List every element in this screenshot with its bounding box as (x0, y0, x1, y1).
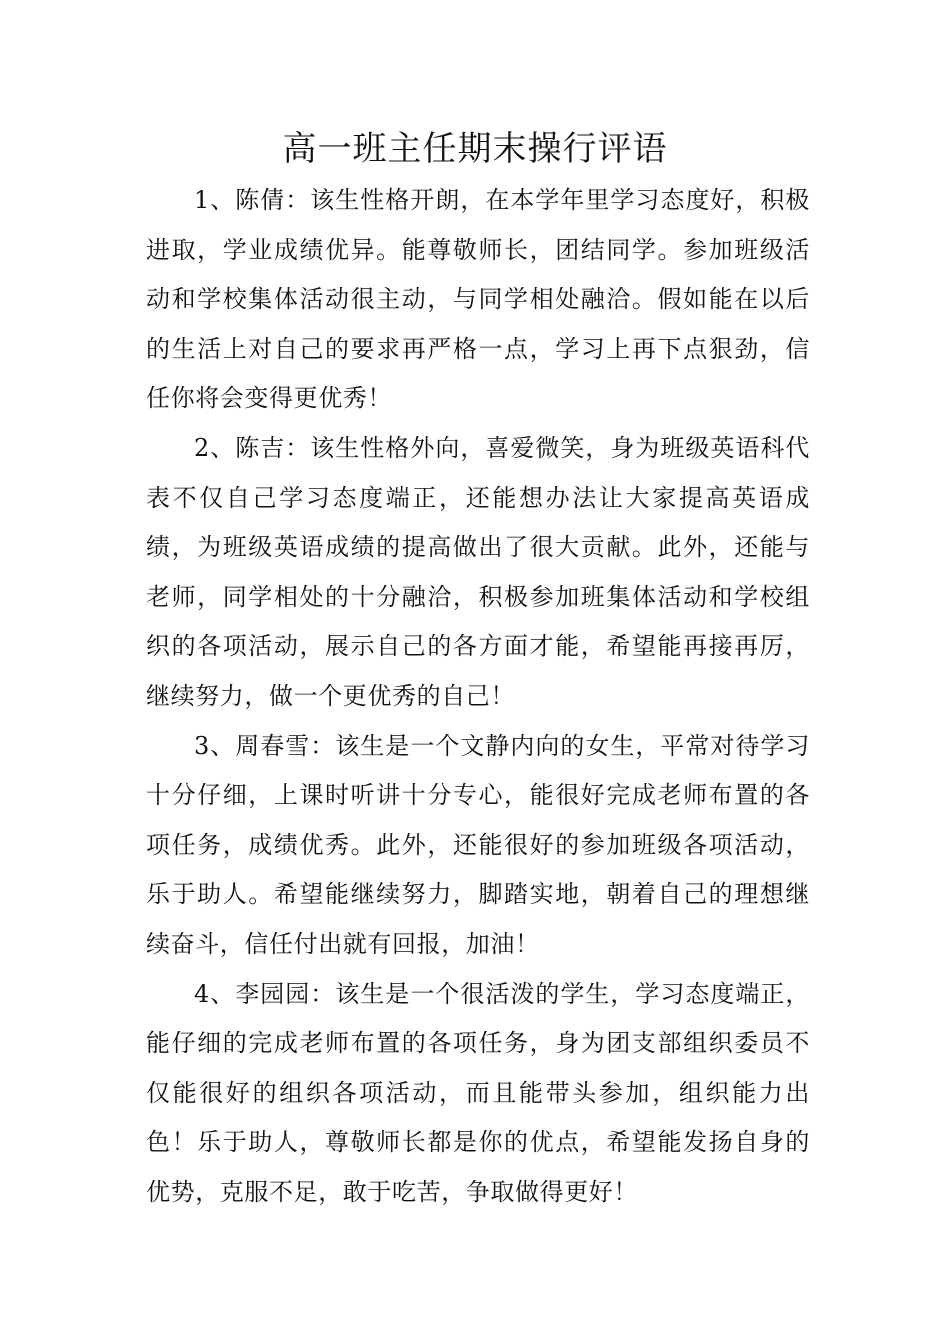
document-title: 高一班主任期末操行评语 (282, 129, 668, 169)
document-body (146, 176, 810, 1217)
comment-paragraph-3: 3、周春雪：该生是一个文静内向的女生，平常对待学习十分仔细，上课时听讲十分专心，能很好完成老师布置的各项任务，成绩优秀。此外，还能很好的参加班级各项活动，乐于助人。希望能继续努力，脚踏实地，朝着自己的理想继续奋斗，信任付出就有回报，加油！ (146, 731, 810, 958)
comment-paragraph-2: 2、陈吉：该生性格外向，喜爱微笑，身为班级英语科代表不仅自己学习态度端正，还能想办法让大家提高英语成绩，为班级英语成绩的提高做出了很大贡献。此外，还能与老师，同学相处的十分融洽，积极参加班集体活动和学校组织的各项活动，展示自己的各方面才能，希望能再接再厉，继续努力，做一个更优秀的自己！ (146, 433, 810, 710)
comment-paragraph-1: 1、陈倩：该生性格开朗，在本学年里学习态度好，积极进取，学业成绩优异。能尊敬师长，团结同学。参加班级活动和学校集体活动很主动，与同学相处融洽。假如能在以后的生活上对自己的要求再严格一点，学习上再下点狠劲，信任你将会变得更优秀！ (146, 186, 810, 413)
comment-paragraph-4: 4、李园园：该生是一个很活泼的学生，学习态度端正，能仔细的完成老师布置的各项任务，身为团支部组织委员不仅能很好的组织各项活动，而且能带头参加，组织能力出色！乐于助人，尊敬师长都是你的优点，希望能发扬自身的优势，克服不足，敢于吃苦，争取做得更好！ (146, 979, 810, 1206)
